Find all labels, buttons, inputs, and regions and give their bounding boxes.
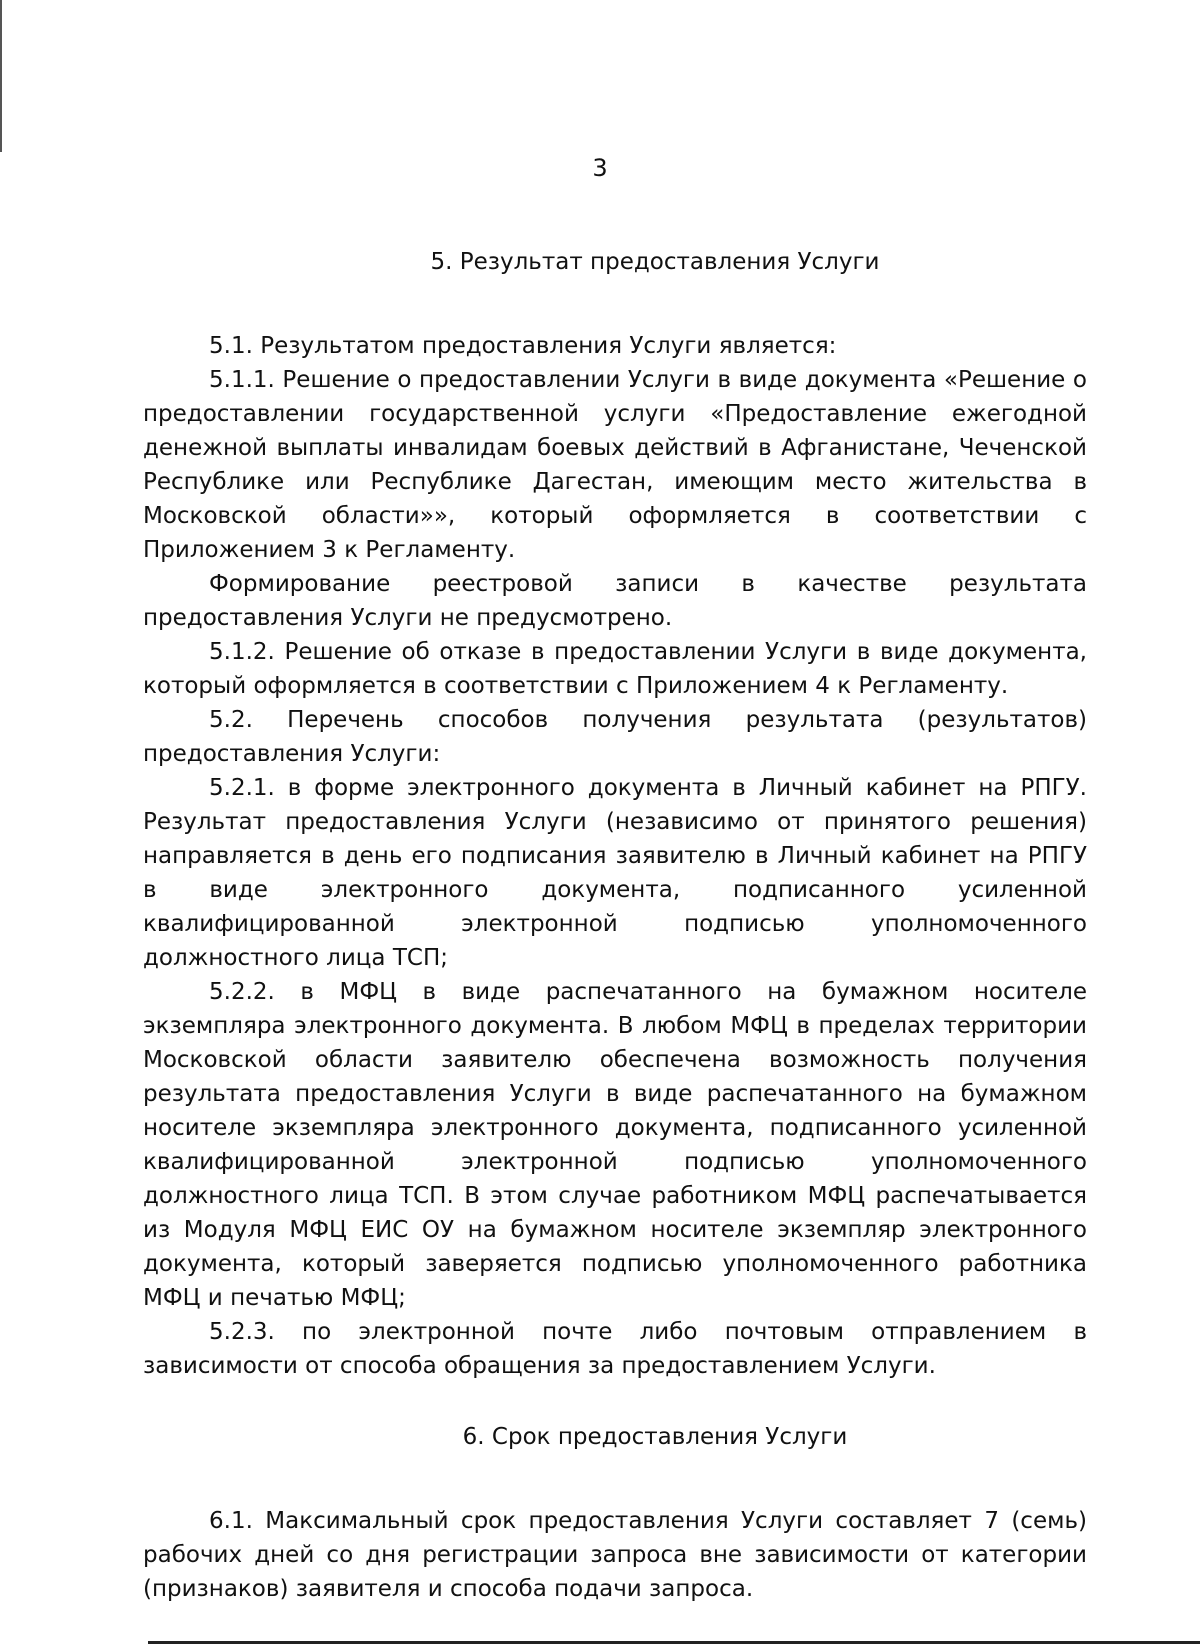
spacer (143, 1383, 1087, 1420)
paragraph-5-2-3: 5.2.3. по электронной почте либо почтовым отправлением в зависимости от способа обращения за предоставлением Услуги. (143, 1319, 1087, 1379)
paragraph-5-2: 5.2. Перечень способов получения результата (результатов) предоставления Услуги: (143, 707, 1087, 767)
paragraph-5-1-2: 5.1.2. Решение об отказе в предоставлении Услуги в виде документа, который оформляется в соответствии с Приложением 4 к Регламенту. (143, 639, 1087, 699)
paragraph-6-1: 6.1. Максимальный срок предоставления Услуги составляет 7 (семь) рабочих дней со дня регистрации запроса вне зависимости от категории (признаков) заявителя и способа подачи запроса. (143, 1508, 1087, 1602)
section-6-heading: 6. Срок предоставления Услуги (462, 1424, 848, 1450)
scan-left-edge (0, 0, 2, 152)
page-number: 3 (592, 154, 608, 182)
document-body (143, 245, 1087, 1606)
paragraph-5-2-1: 5.2.1. в форме электронного документа в Личный кабинет на РПГУ. Результат предоставления Услуги (независимо от принятого решения) направляется в день его подписания заявителю в Личный кабинет на РПГУ в виде электронного документа, подписанного усиленной квалифицированной электронной подписью уполномоченного должностного лица ТСП; (143, 775, 1087, 971)
paragraph-registry-note: Формирование реестровой записи в качестве результата предоставления Услуги не предусмотрено. (143, 571, 1087, 631)
paragraph-5-2-2: 5.2.2. в МФЦ в виде распечатанного на бумажном носителе экземпляра электронного документа. В любом МФЦ в пределах территории Московской области заявителю обеспечена возможность получения результата предоставления Услуги в виде распечатанного на бумажном носителе экземпляра электронного документа, подписанного усиленной квалифицированной электронной подписью уполномоченного должностного лица ТСП. В этом случае работником МФЦ распечатывается из Модуля МФЦ ЕИС ОУ на бумажном носителе экземпляр электронного документа, который заверяется подписью уполномоченного работника МФЦ и печатью МФЦ; (143, 979, 1087, 1311)
spacer (143, 1454, 1087, 1504)
spacer (143, 279, 1087, 329)
section-5-heading: 5. Результат предоставления Услуги (430, 249, 880, 275)
paragraph-5-1-1: 5.1.1. Решение о предоставлении Услуги в виде документа «Решение о предоставлении государственной услуги «Предоставление ежегодной денежной выплаты инвалидам боевых действий в Афганистане, Чеченской Республике или Республике Дагестан, имеющим место жительства в Московской области»», который оформляется в соответствии с Приложением 3 к Регламенту. (143, 367, 1087, 563)
paragraph-5-1: 5.1. Результатом предоставления Услуги является: (209, 333, 837, 359)
